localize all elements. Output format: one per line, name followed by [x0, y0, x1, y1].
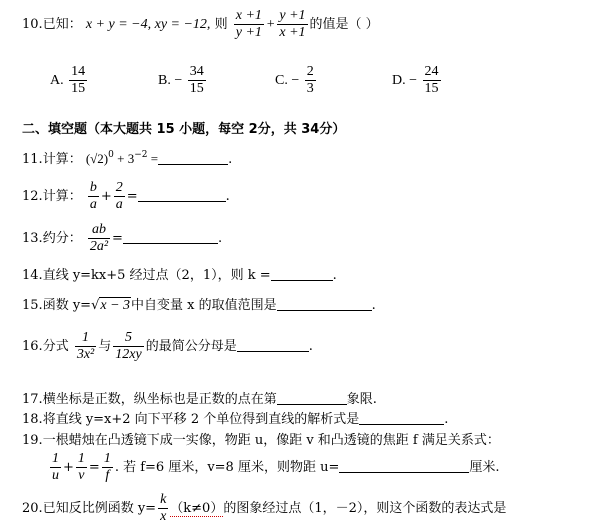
question-lead: 已知：: [42, 17, 82, 33]
question-13: 13.约分： $\frac{ab}{\text{2a²}}$ = .: [22, 222, 223, 255]
question-14: 14.直线 y=kx+5 经过点（2，1），则 k = .: [22, 268, 337, 283]
question-19: 19.一根蜡烛在凸透镜下成一实像，物距 u，像距 v 和凸透镜的焦距 f 满足关系式：: [22, 433, 500, 448]
question-18: 18.将直线 y=x+2 向下平移 2 个单位得到直线的解析式是 .: [22, 412, 449, 427]
option-d[interactable]: D. − $\frac{24}{15}$: [392, 64, 439, 97]
question-10: [22, 8, 379, 41]
question-tail: 的值是（ ）: [309, 17, 379, 33]
answer-blank[interactable]: [359, 412, 444, 425]
plus-sign: +: [265, 17, 276, 33]
fraction-1: $\frac{x +1}{y +1}$: [235, 8, 262, 41]
condition-text: x + y = −4, xy = −12,: [85, 17, 211, 33]
option-a[interactable]: A. $\frac{14}{15}$: [50, 64, 86, 97]
question-12: 12.计算： $\frac{b}{a}$ + $\frac{2}{a}$ = .: [22, 180, 230, 213]
question-19-formula: $\frac{1}{u}$ + $\frac{1}{v}$ = $\frac{1}{f}$ . 若 f=6 厘米，v=8 厘米，则物距 u= 厘米.: [52, 451, 500, 484]
answer-blank[interactable]: [277, 392, 347, 405]
section-heading: 二、填空题（本大题共 15 小题，每空 2分，共 34分）: [22, 122, 346, 137]
question-20: 20.已知反比例函数 y= $\frac{k}{x}$ （k≠0）的图象经过点（1，－2），则这个函数的表达式是: [22, 492, 507, 525]
question-17: 17.横坐标是正数，纵坐标也是正数的点在第 象限.: [22, 392, 377, 407]
answer-blank[interactable]: [158, 152, 228, 165]
answer-blank[interactable]: [271, 268, 333, 281]
answer-blank[interactable]: [237, 339, 309, 352]
option-c[interactable]: C. − $\frac{2}{3}$: [275, 64, 314, 97]
question-11: 11.计算： $(√2)^0 + 3^{-2}$ = .: [22, 150, 233, 167]
answer-blank[interactable]: [277, 298, 372, 311]
option-b[interactable]: B. − $\frac{34}{15}$: [158, 64, 204, 97]
question-16: 16.分式 $\frac{1}{\text{3x²}}$ 与 $\frac{5}{12xy}$ 的最简公分母是 .: [22, 330, 313, 363]
fraction-2: $\frac{y +1}{x +1}$: [279, 8, 306, 41]
answer-blank[interactable]: [339, 460, 469, 473]
question-number: 10.: [22, 17, 43, 33]
question-15: 15.函数 y=√x − 3中自变量 x 的取值范围是 .: [22, 298, 376, 313]
then-text: 则: [214, 17, 228, 33]
answer-blank[interactable]: [138, 189, 226, 202]
answer-blank[interactable]: [123, 231, 218, 244]
